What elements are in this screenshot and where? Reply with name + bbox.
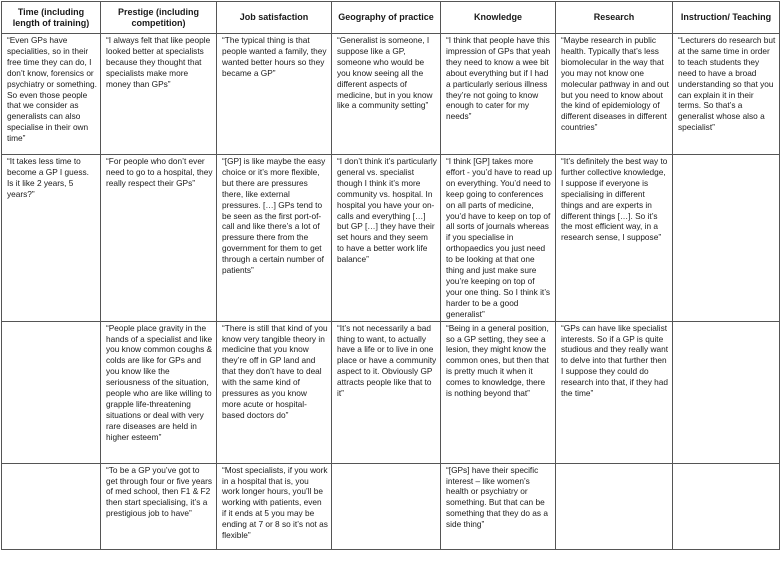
table-cell xyxy=(332,463,441,549)
table-cell: “I don’t think it’s particularly general vs. specialist though I think it’s more community vs. hospital. In hospital you have your on-calls and everything […] but GP […] they have their set hours and they seem to have a better work life balance” xyxy=(332,155,441,322)
header-research: Research xyxy=(556,2,673,34)
table-cell: “It takes less time to become a GP I guess. Is it like 2 years, 5 years?” xyxy=(2,155,101,322)
table-row xyxy=(2,155,780,322)
table-cell: “People place gravity in the hands of a specialist and like you know common coughs & colds are like for GPs and you know like the seriousness of the situation, people who are like willing to grapple life-threatening situations or deal with very rare diseases are held in higher esteem” xyxy=(101,321,217,463)
quotes-table xyxy=(1,1,780,550)
table-cell: “[GPs] have their specific interest – like women’s health or psychiatry or something. But that can be something that they do as a side thing” xyxy=(441,463,556,549)
header-row xyxy=(2,2,780,34)
table-cell xyxy=(673,155,780,322)
header-job-satisfaction: Job satisfaction xyxy=(217,2,332,34)
header-prestige: Prestige (including competition) xyxy=(101,2,217,34)
table-cell xyxy=(2,463,101,549)
table-row xyxy=(2,463,780,549)
table-cell xyxy=(556,463,673,549)
table-cell: “GPs can have like specialist interests. So if a GP is quite studious and they really want to delve into that further then I suppose they could do research into that, if they had the time” xyxy=(556,321,673,463)
table-cell: “It’s not necessarily a bad thing to want, to actually have a life or to live in one place or have a community aspect to it. Obviously GP attracts people like that to it” xyxy=(332,321,441,463)
table-cell: “Being in a general position, so a GP setting, they see a lesion, they might know the common ones, but then that is pretty much it when it comes to knowledge, there is nothing beyond that” xyxy=(441,321,556,463)
table-cell: “Generalist is someone, I suppose like a GP, someone who would be you know seeing all the different aspects of medicine, but in you know like a community setting” xyxy=(332,34,441,155)
table-cell: “Lecturers do research but at the same time in order to teach students they need to have a broad understanding so that you can explain it in their terms. So that’s a generalist whose also a specialist” xyxy=(673,34,780,155)
table-cell: “I always felt that like people looked better at specialists because they thought that specialists make more money than GPs” xyxy=(101,34,217,155)
table-cell xyxy=(673,321,780,463)
table-cell xyxy=(2,321,101,463)
table-cell: “I think [GP] takes more effort - you’d have to read up on everything. You’d need to keep going to conferences on all parts of medicine, you’d have to keep on top of all sorts of journals whereas if you specialise in orthopaedics you just need to be looking at that one thing and just make sure you’re keeping on top of your one thing. So I think it’s harder to be a good generalist” xyxy=(441,155,556,322)
header-geography: Geography of practice xyxy=(332,2,441,34)
table-cell: “[GP] is like maybe the easy choice or it’s more flexible, but there are pressures there, like external pressures. […] GPs tend to be seen as the first port-of-call and like there’s a lot of pressure there from the government for them to get through a certain number of patients” xyxy=(217,155,332,322)
table-cell: “Most specialists, if you work in a hospital that is, you work longer hours, you’ll be working with patients, even if it ends at 5 you may be ending at 7 or 8 so it’s not as flexible” xyxy=(217,463,332,549)
table-row xyxy=(2,34,780,155)
table-row xyxy=(2,321,780,463)
table-cell: “For people who don’t ever need to go to a hospital, they really respect their GPs” xyxy=(101,155,217,322)
table-cell: “Even GPs have specialities, so in their free time they can do, I don’t know, forensics or psychiatry or something. So even those people that we consider as generalists can also specialise in their own time” xyxy=(2,34,101,155)
table-cell: “I think that people have this impression of GPs that yeah they need to know a wee bit about everything but if I had a particularly serious illness they’re not going to know enough to cater for my needs” xyxy=(441,34,556,155)
header-instruction: Instruction/ Teaching xyxy=(673,2,780,34)
header-knowledge: Knowledge xyxy=(441,2,556,34)
header-time: Time (including length of training) xyxy=(2,2,101,34)
table-cell: “To be a GP you’ve got to get through four or five years of med school, then F1 & F2 then start specialising, it’s a prestigious job to have” xyxy=(101,463,217,549)
table-cell: “There is still that kind of you know very tangible theory in medicine that you know they’re off in GP land and that they don’t have to deal with the same kind of pressures as you know more acute or hospital-based doctors do” xyxy=(217,321,332,463)
table-cell: “Maybe research in public health. Typically that’s less biomolecular in the way that you may not know one molecular pathway in and out but you need to know about the kind of epidemiology of different diseases in different countries” xyxy=(556,34,673,155)
table-cell: “It’s definitely the best way to further collective knowledge, I suppose if everyone is specialising in different things and are experts in different things […]. So it’s the most efficient way, in a research sense, I suppose” xyxy=(556,155,673,322)
table-cell xyxy=(673,463,780,549)
table-cell: “The typical thing is that people wanted a family, they wanted better hours so they became a GP” xyxy=(217,34,332,155)
